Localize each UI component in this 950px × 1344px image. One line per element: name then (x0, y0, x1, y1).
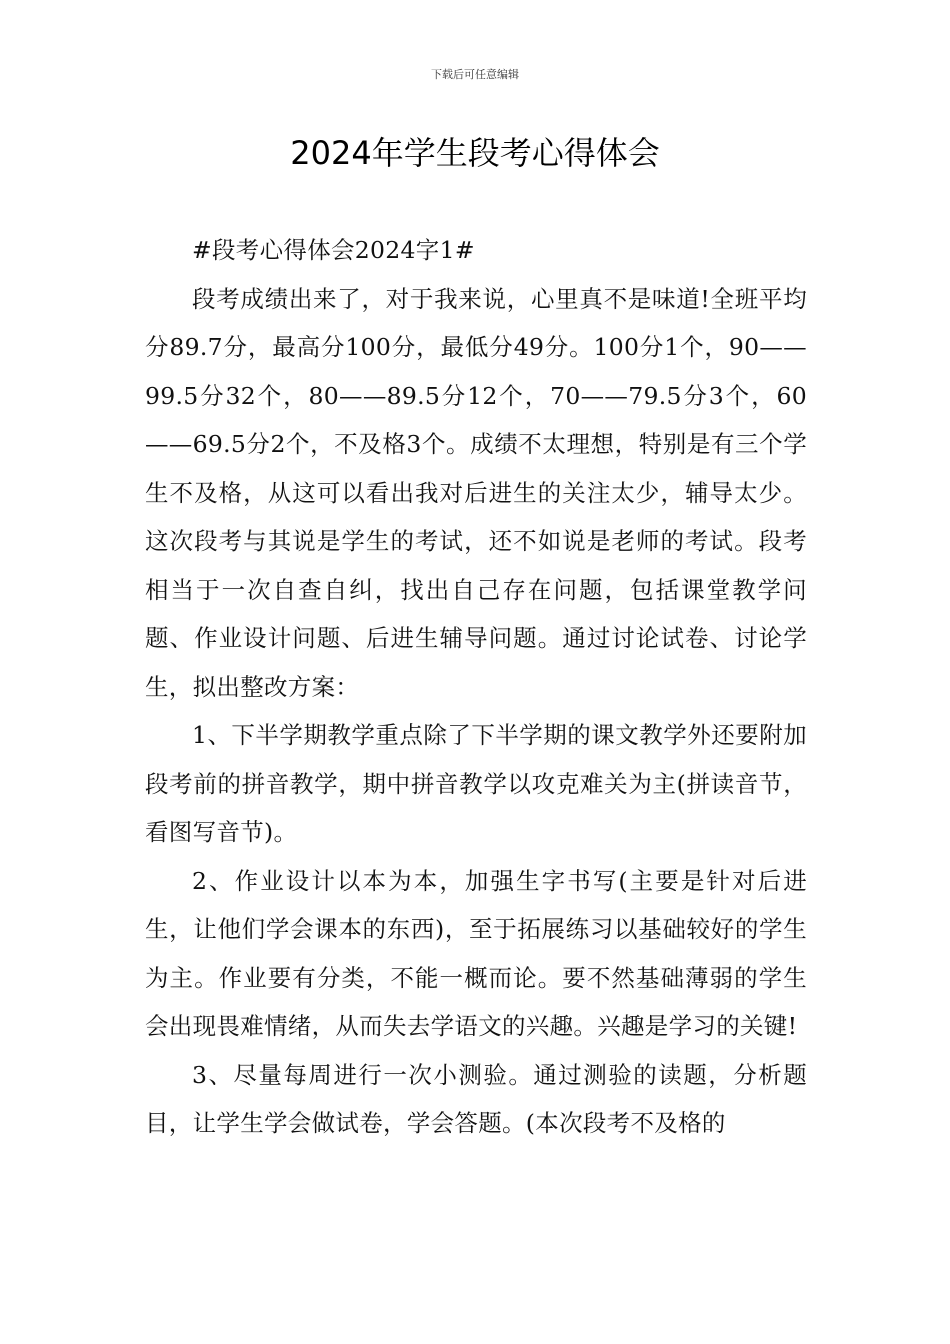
document-body (145, 226, 807, 1148)
header-note: 下载后可任意编辑 (431, 68, 519, 81)
paragraph: 3、尽量每周进行一次小测验。通过测验的读题，分析题目，让学生学会做试卷，学会答题。(本次段考不及格的 (145, 1060, 807, 1137)
section-heading: #段考心得体会2024字1# (192, 236, 475, 264)
paragraph: 1、下半学期教学重点除了下半学期的课文教学外还要附加段考前的拼音教学，期中拼音教学以攻克难关为主(拼读音节，看图写音节)。 (145, 721, 807, 846)
paragraph: 段考成绩出来了，对于我来说，心里真不是味道!全班平均分89.7分，最高分100分，最低分49分。100分1个，90——99.5分32个，80——89.5分12个，70——79.5分3个，60——69.5分2个，不及格3个。成绩不太理想，特别是有三个学生不及格，从这可以看出我对后进生的关注太少，辅导太少。这次段考与其说是学生的考试，还不如说是老师的考试。段考相当于一次自查自纠，找出自己存在问题，包括课堂教学问题、作业设计问题、后进生辅导问题。通过讨论试卷、讨论学生，拟出整改方案： (145, 284, 807, 701)
paragraph: 2、作业设计以本为本，加强生字书写(主要是针对后进生，让他们学会课本的东西)，至于拓展练习以基础较好的学生为主。作业要有分类，不能一概而论。要不然基础薄弱的学生会出现畏难情绪，从而失去学语文的兴趣。兴趣是学习的关键! (145, 866, 807, 1040)
document-title: 2024年学生段考心得体会 (290, 134, 660, 172)
